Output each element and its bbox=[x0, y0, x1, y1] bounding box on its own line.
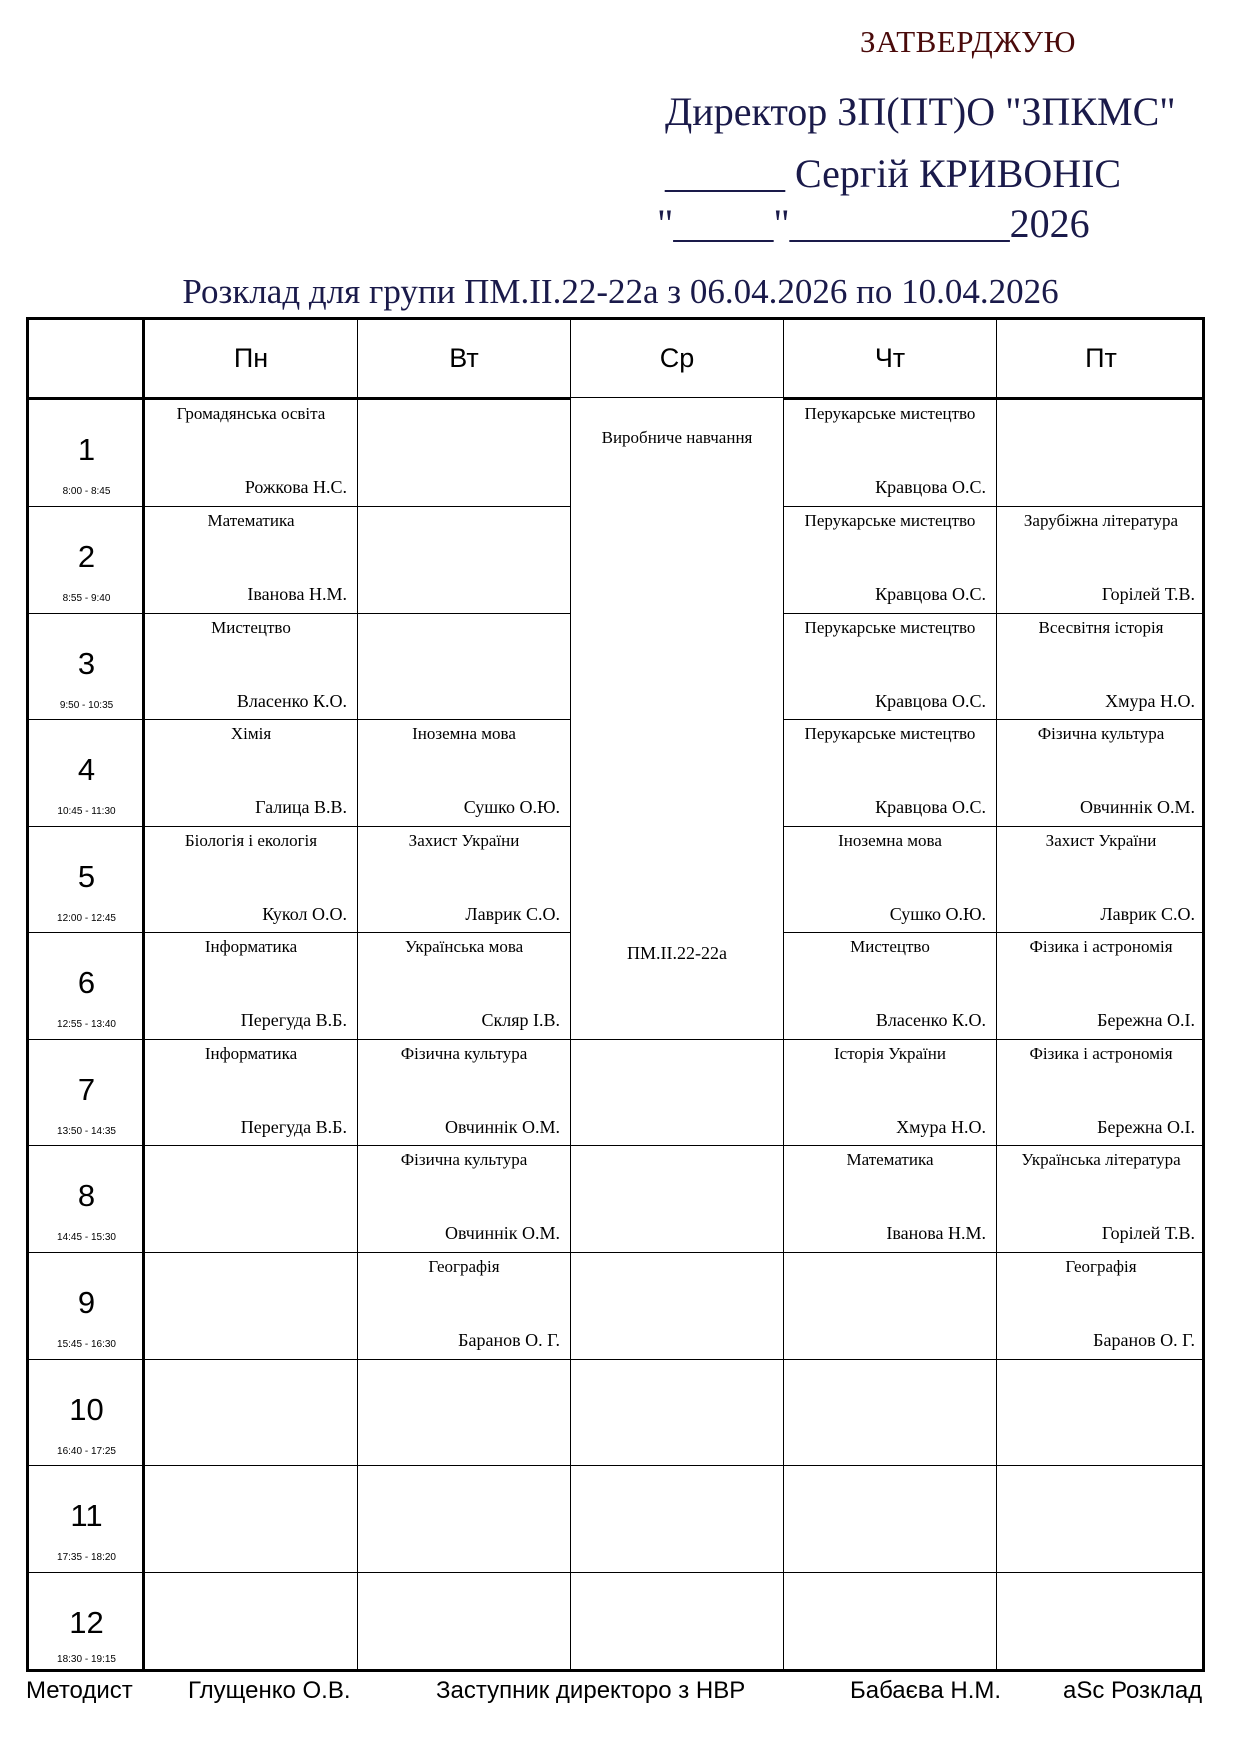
lesson-teacher: Сушко О.Ю. bbox=[889, 904, 986, 924]
lesson-cell bbox=[145, 1038, 357, 1144]
lesson-cell bbox=[997, 825, 1205, 931]
lesson-teacher: Кукол О.О. bbox=[262, 904, 347, 924]
lesson-cell bbox=[784, 718, 996, 824]
lesson-cell bbox=[997, 612, 1205, 718]
lesson-teacher: Хмура Н.О. bbox=[896, 1117, 986, 1137]
lesson-subject: Математика bbox=[846, 1150, 934, 1169]
period-time: 10:45 - 11:30 bbox=[57, 806, 116, 817]
lesson-teacher: Хмура Н.О. bbox=[1105, 691, 1195, 711]
lesson-teacher: Скляр І.В. bbox=[481, 1010, 560, 1030]
lesson-teacher: Кравцова О.С. bbox=[875, 477, 986, 497]
period-number: 3 bbox=[77, 646, 96, 681]
deputy-name: Бабаєва Н.М. bbox=[850, 1677, 1002, 1704]
lesson-subject: Географія bbox=[428, 1257, 500, 1276]
lesson-cell bbox=[145, 825, 357, 931]
methodist-name: Глущенко О.В. bbox=[188, 1677, 351, 1704]
period-time: 13:50 - 14:35 bbox=[57, 1126, 116, 1137]
approve-heading: ЗАТВЕРДЖУЮ bbox=[860, 24, 1076, 59]
lesson-teacher: Галица В.В. bbox=[255, 797, 347, 817]
lesson-cell bbox=[145, 931, 357, 1037]
lesson-teacher: Баранов О. Г. bbox=[458, 1330, 560, 1350]
lesson-teacher: Бережна О.І. bbox=[1097, 1117, 1195, 1137]
lesson-subject: Захист України bbox=[1045, 831, 1157, 850]
lesson-teacher: Рожкова Н.С. bbox=[244, 477, 347, 497]
period-row-11 bbox=[29, 1464, 144, 1570]
period-number: 8 bbox=[77, 1178, 96, 1213]
period-row-12 bbox=[29, 1571, 144, 1672]
lesson-subject: Українська мова bbox=[404, 937, 524, 956]
lesson-subject: Всесвітня історія bbox=[1038, 618, 1164, 637]
lesson-teacher: Перегуда В.Б. bbox=[240, 1117, 347, 1137]
methodist-label: Методист bbox=[26, 1677, 133, 1704]
lesson-cell bbox=[784, 398, 996, 504]
group-label: ПМ.ІІ.22-22а bbox=[627, 943, 727, 963]
period-time: 9:50 - 10:35 bbox=[59, 700, 114, 711]
deputy-label: Заступник директоро з НВР bbox=[436, 1677, 746, 1704]
lesson-subject: Українська література bbox=[1021, 1150, 1181, 1169]
lesson-cell bbox=[784, 505, 996, 611]
lesson-cell bbox=[145, 505, 357, 611]
period-row-6 bbox=[29, 931, 144, 1037]
lesson-cell bbox=[997, 1038, 1205, 1144]
period-number: 11 bbox=[70, 1498, 103, 1533]
period-time: 8:00 - 8:45 bbox=[62, 486, 111, 497]
period-number: 10 bbox=[69, 1392, 104, 1427]
lesson-subject: Фізична культура bbox=[400, 1044, 528, 1063]
lesson-cell bbox=[358, 1038, 570, 1144]
period-row-2 bbox=[29, 505, 144, 611]
lesson-subject: Перукарське мистецтво bbox=[804, 404, 976, 423]
lesson-cell bbox=[997, 505, 1205, 611]
lesson-cell bbox=[997, 718, 1205, 824]
lesson-teacher: Овчиннік О.М. bbox=[1079, 797, 1195, 817]
period-time: 17:35 - 18:20 bbox=[57, 1552, 116, 1563]
period-time: 12:55 - 13:40 bbox=[57, 1019, 116, 1030]
period-number: 4 bbox=[77, 752, 96, 787]
period-number: 12 bbox=[69, 1605, 104, 1640]
lesson-cell bbox=[358, 825, 570, 931]
lesson-teacher: Лаврик С.О. bbox=[465, 904, 560, 924]
lesson-cell bbox=[997, 1144, 1205, 1250]
lesson-teacher: Овчиннік О.М. bbox=[444, 1223, 560, 1243]
period-row-1 bbox=[29, 398, 144, 504]
period-time: 16:40 - 17:25 bbox=[57, 1446, 116, 1457]
lesson-teacher: Горілей Т.В. bbox=[1101, 584, 1195, 604]
lesson-teacher: Кравцова О.С. bbox=[875, 691, 986, 711]
lesson-subject: Географія bbox=[1065, 1257, 1137, 1276]
lesson-cell bbox=[784, 1038, 996, 1144]
grid-line bbox=[29, 1572, 1202, 1573]
day-header-wed: Ср bbox=[659, 343, 695, 373]
lesson-subject: Перукарське мистецтво bbox=[804, 511, 976, 530]
lesson-teacher: Кравцова О.С. bbox=[875, 584, 986, 604]
period-row-3 bbox=[29, 612, 144, 718]
lesson-subject: Інформатика bbox=[204, 937, 298, 956]
lesson-subject: Мистецтво bbox=[850, 937, 930, 956]
period-row-5 bbox=[29, 825, 144, 931]
lesson-teacher: Перегуда В.Б. bbox=[240, 1010, 347, 1030]
period-row-8 bbox=[29, 1144, 144, 1250]
period-time: 12:00 - 12:45 bbox=[57, 913, 116, 924]
lesson-subject: Іноземна мова bbox=[838, 831, 942, 850]
lesson-cell bbox=[145, 718, 357, 824]
lesson-teacher: Власенко К.О. bbox=[236, 691, 347, 711]
period-row-7 bbox=[29, 1038, 144, 1144]
period-number: 5 bbox=[77, 859, 96, 894]
day-header-tue: Вт bbox=[449, 343, 479, 373]
lesson-teacher: Сушко О.Ю. bbox=[463, 797, 560, 817]
grid-line bbox=[29, 1359, 1202, 1360]
lesson-subject: Громадянська освіта bbox=[176, 404, 326, 423]
lesson-cell bbox=[997, 1251, 1205, 1357]
lesson-cell bbox=[784, 825, 996, 931]
lesson-teacher: Власенко К.О. bbox=[875, 1010, 986, 1030]
lesson-subject: Виробниче навчання bbox=[601, 428, 753, 447]
period-number: 1 bbox=[77, 432, 96, 467]
lesson-subject: Перукарське мистецтво bbox=[804, 618, 976, 637]
period-row-10 bbox=[29, 1358, 144, 1464]
lesson-subject: Біологія і екологія bbox=[184, 831, 318, 850]
lesson-teacher: Овчиннік О.М. bbox=[444, 1117, 560, 1137]
date-line: "_____"___________2026 bbox=[657, 201, 1090, 246]
director-title: Директор ЗП(ПТ)О "ЗПКМС" bbox=[665, 89, 1176, 134]
lesson-teacher: Горілей Т.В. bbox=[1101, 1223, 1195, 1243]
lesson-cell bbox=[358, 1144, 570, 1250]
lesson-subject: Інформатика bbox=[204, 1044, 298, 1063]
lesson-subject: Захист України bbox=[408, 831, 520, 850]
lesson-subject: Історія України bbox=[834, 1044, 946, 1063]
day-header-mon: Пн bbox=[233, 343, 269, 373]
day-header-thu: Чт bbox=[874, 343, 906, 373]
software-credit: aSc Розклад bbox=[1063, 1677, 1203, 1704]
lesson-cell bbox=[145, 612, 357, 718]
lesson-teacher: Іванова Н.М. bbox=[247, 584, 347, 604]
period-number: 7 bbox=[77, 1072, 96, 1107]
day-header-fri: Пт bbox=[1085, 343, 1117, 373]
lesson-subject: Хімія bbox=[230, 724, 272, 743]
lesson-cell bbox=[358, 718, 570, 824]
lesson-cell bbox=[784, 1144, 996, 1250]
lesson-cell bbox=[358, 931, 570, 1037]
lesson-teacher: Бережна О.І. bbox=[1097, 1010, 1195, 1030]
lesson-subject: Перукарське мистецтво bbox=[804, 724, 976, 743]
period-row-9 bbox=[29, 1251, 144, 1357]
signature-line: ______ Сергій КРИВОНІС bbox=[665, 151, 1122, 196]
lesson-subject: Мистецтво bbox=[211, 618, 291, 637]
lesson-subject: Зарубіжна література bbox=[1023, 511, 1179, 530]
schedule-title: Розклад для групи ПМ.ІІ.22-22а з 06.04.2026 по 10.04.2026 bbox=[182, 272, 1059, 311]
period-time: 15:45 - 16:30 bbox=[57, 1339, 116, 1350]
lesson-cell bbox=[784, 931, 996, 1037]
lesson-teacher: Іванова Н.М. bbox=[886, 1223, 986, 1243]
lesson-teacher: Кравцова О.С. bbox=[875, 797, 986, 817]
lesson-subject: Фізична культура bbox=[1037, 724, 1165, 743]
period-time: 14:45 - 15:30 bbox=[57, 1232, 116, 1243]
lesson-teacher: Лаврик С.О. bbox=[1100, 904, 1195, 924]
period-number: 6 bbox=[77, 965, 96, 1000]
lesson-subject: Іноземна мова bbox=[412, 724, 516, 743]
lesson-cell bbox=[145, 398, 357, 504]
lesson-subject: Фізична культура bbox=[400, 1150, 528, 1169]
period-time: 8:55 - 9:40 bbox=[62, 593, 111, 604]
schedule-table bbox=[26, 317, 1205, 1672]
period-number: 2 bbox=[77, 539, 96, 574]
lesson-cell bbox=[784, 612, 996, 718]
lesson-subject: Математика bbox=[207, 511, 295, 530]
period-number: 9 bbox=[77, 1285, 96, 1320]
lesson-teacher: Баранов О. Г. bbox=[1093, 1330, 1195, 1350]
lesson-cell bbox=[997, 931, 1205, 1037]
lesson-subject: Фізика і астрономія bbox=[1029, 1044, 1173, 1063]
lesson-cell bbox=[358, 1251, 570, 1357]
period-time: 18:30 - 19:15 bbox=[57, 1654, 116, 1665]
period-row-4 bbox=[29, 718, 144, 824]
wed-merged-cell bbox=[571, 398, 783, 1038]
grid-line bbox=[29, 1465, 1202, 1466]
lesson-subject: Фізика і астрономія bbox=[1029, 937, 1173, 956]
